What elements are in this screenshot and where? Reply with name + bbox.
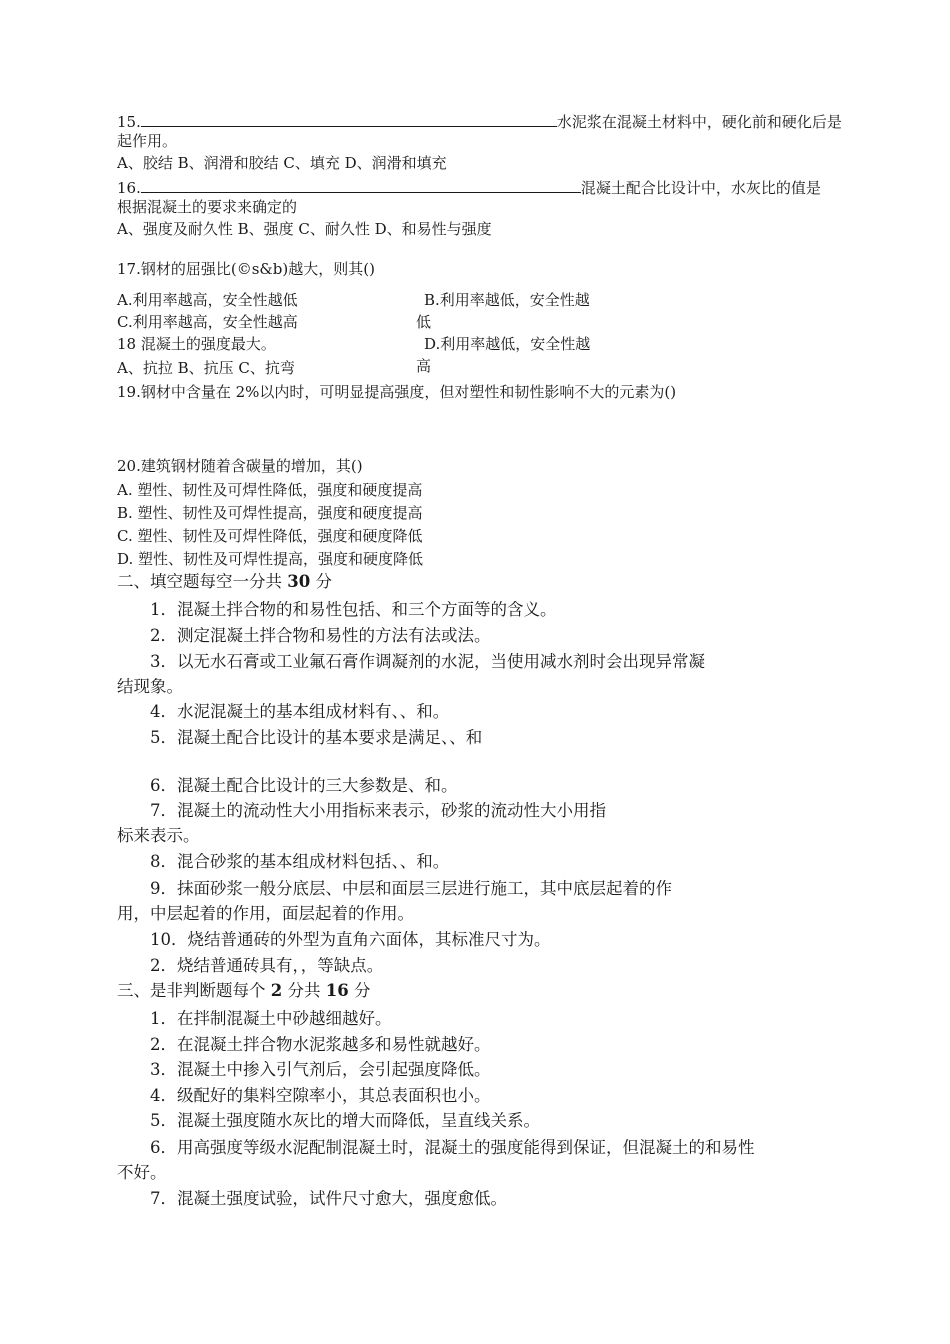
fill-blank-item: 8．混合砂浆的基本组成材料包括、、和。 <box>150 852 450 871</box>
true-false-item: 1．在拌制混凝土中砂越细越好。 <box>150 1009 392 1028</box>
section-3-heading <box>117 983 370 1000</box>
question-17-stem: 17.钢材的屈强比(©s&b)越大，则其() <box>117 260 375 278</box>
fill-blank-item: 2．烧结普通砖具有，，等缺点。 <box>150 956 384 975</box>
fill-blank-item-continuation: 标来表示。 <box>117 826 200 845</box>
question-17-option-b: B.利用率越低，安全性越 <box>424 291 590 309</box>
question-16-number: 16. <box>117 179 141 197</box>
question-15-text: 水泥浆在混凝土材料中，硬化前和硬化后是 <box>556 113 842 131</box>
question-20-option: A. 塑性、韧性及可焊性降低，强度和硬度提高 <box>117 481 423 499</box>
question-20-option: D. 塑性、韧性及可焊性提高，强度和硬度降低 <box>117 550 424 568</box>
question-17-option-a: A.利用率越高，安全性越低 <box>117 291 298 309</box>
section-3-score-total: 16 <box>325 981 349 1000</box>
fill-blank-item: 4．水泥混凝土的基本组成材料有、、和。 <box>150 702 450 721</box>
fill-blank-item: 10．烧结普通砖的外型为直角六面体，其标准尺寸为。 <box>150 930 551 949</box>
section-3-heading-middle: 分共 <box>282 981 326 1000</box>
question-15-continuation: 起作用。 <box>117 132 178 150</box>
true-false-item: 7．混凝土强度试验，试件尺寸愈大，强度愈低。 <box>150 1189 507 1208</box>
question-20-stem: 20.建筑钢材随着含碳量的增加，其() <box>117 457 363 475</box>
question-16-line <box>117 178 821 196</box>
fill-blank-item: 5．混凝土配合比设计的基本要求是满足、、和 <box>150 728 483 747</box>
fill-blank-item: 2．测定混凝土拌合物和易性的方法有法或法。 <box>150 626 491 645</box>
question-15-line <box>117 112 842 130</box>
question-15-blank <box>141 112 557 127</box>
fill-blank-item: 3．以无水石膏或工业氟石膏作调凝剂的水泥，当使用减水剂时会出现异常凝 <box>150 652 705 671</box>
true-false-item: 6．用高强度等级水泥配制混凝土时，混凝土的强度能得到保证，但混凝土的和易性 <box>150 1138 755 1157</box>
fill-blank-item: 9．抹面砂浆一般分底层、中层和面层三层进行施工，其中底层起着的作 <box>150 879 672 898</box>
section-3-heading-prefix: 三、是非判断题每个 <box>117 981 271 1000</box>
section-2-score: 30 <box>287 572 311 591</box>
section-2-heading-suffix: 分 <box>310 572 332 591</box>
question-16-options: A、强度及耐久性 B、强度 C、耐久性 D、和易性与强度 <box>117 220 492 238</box>
fill-blank-item: 6．混凝土配合比设计的三大参数是、和。 <box>150 776 458 795</box>
section-2-heading <box>117 574 332 591</box>
question-15-number: 15. <box>117 113 141 131</box>
fill-blank-item-continuation: 结现象。 <box>117 677 183 696</box>
question-17-option-d-wrap: 高 <box>416 357 432 375</box>
question-17-option-b-wrap: 低 <box>416 313 432 331</box>
section-3-heading-suffix: 分 <box>348 981 371 1000</box>
question-18-stem: 18 混凝土的强度最大。 <box>117 335 276 353</box>
question-16-continuation: 根据混凝土的要求来确定的 <box>117 198 298 216</box>
section-2-heading-prefix: 二、填空题每空一分共 <box>117 572 288 591</box>
true-false-item: 2．在混凝土拌合物水泥浆越多和易性就越好。 <box>150 1035 491 1054</box>
question-18-options: A、抗拉 B、抗压 C、抗弯 <box>117 359 295 377</box>
true-false-item: 5．混凝土强度随水灰比的增大而降低，呈直线关系。 <box>150 1111 540 1130</box>
fill-blank-item: 1．混凝土拌合物的和易性包括、和三个方面等的含义。 <box>150 600 557 619</box>
fill-blank-item: 7．混凝土的流动性大小用指标来表示，砂浆的流动性大小用指 <box>150 801 606 820</box>
fill-blank-item-continuation: 用，中层起着的作用，面层起着的作用。 <box>117 904 414 923</box>
true-false-item: 3．混凝土中掺入引气剂后，会引起强度降低。 <box>150 1060 491 1079</box>
question-20-option: B. 塑性、韧性及可焊性提高，强度和硬度提高 <box>117 504 423 522</box>
question-17-option-c: C.利用率越高，安全性越高 <box>117 313 298 331</box>
true-false-item-continuation: 不好。 <box>117 1163 167 1182</box>
true-false-item: 4．级配好的集料空隙率小，其总表面积也小。 <box>150 1086 491 1105</box>
question-20-option: C. 塑性、韧性及可焊性降低，强度和硬度降低 <box>117 527 423 545</box>
question-16-text: 混凝土配合比设计中，水灰比的值是 <box>580 179 821 197</box>
section-3-score-each: 2 <box>270 981 283 1000</box>
question-17-option-d: D.利用率越低，安全性越 <box>424 335 591 353</box>
question-15-options: A、胶结 B、润滑和胶结 C、填充 D、润滑和填充 <box>117 154 447 172</box>
question-16-blank <box>141 178 581 193</box>
question-19-stem: 19.钢材中含量在 2%以内时，可明显提高强度，但对塑性和韧性影响不大的元素为() <box>117 383 677 401</box>
